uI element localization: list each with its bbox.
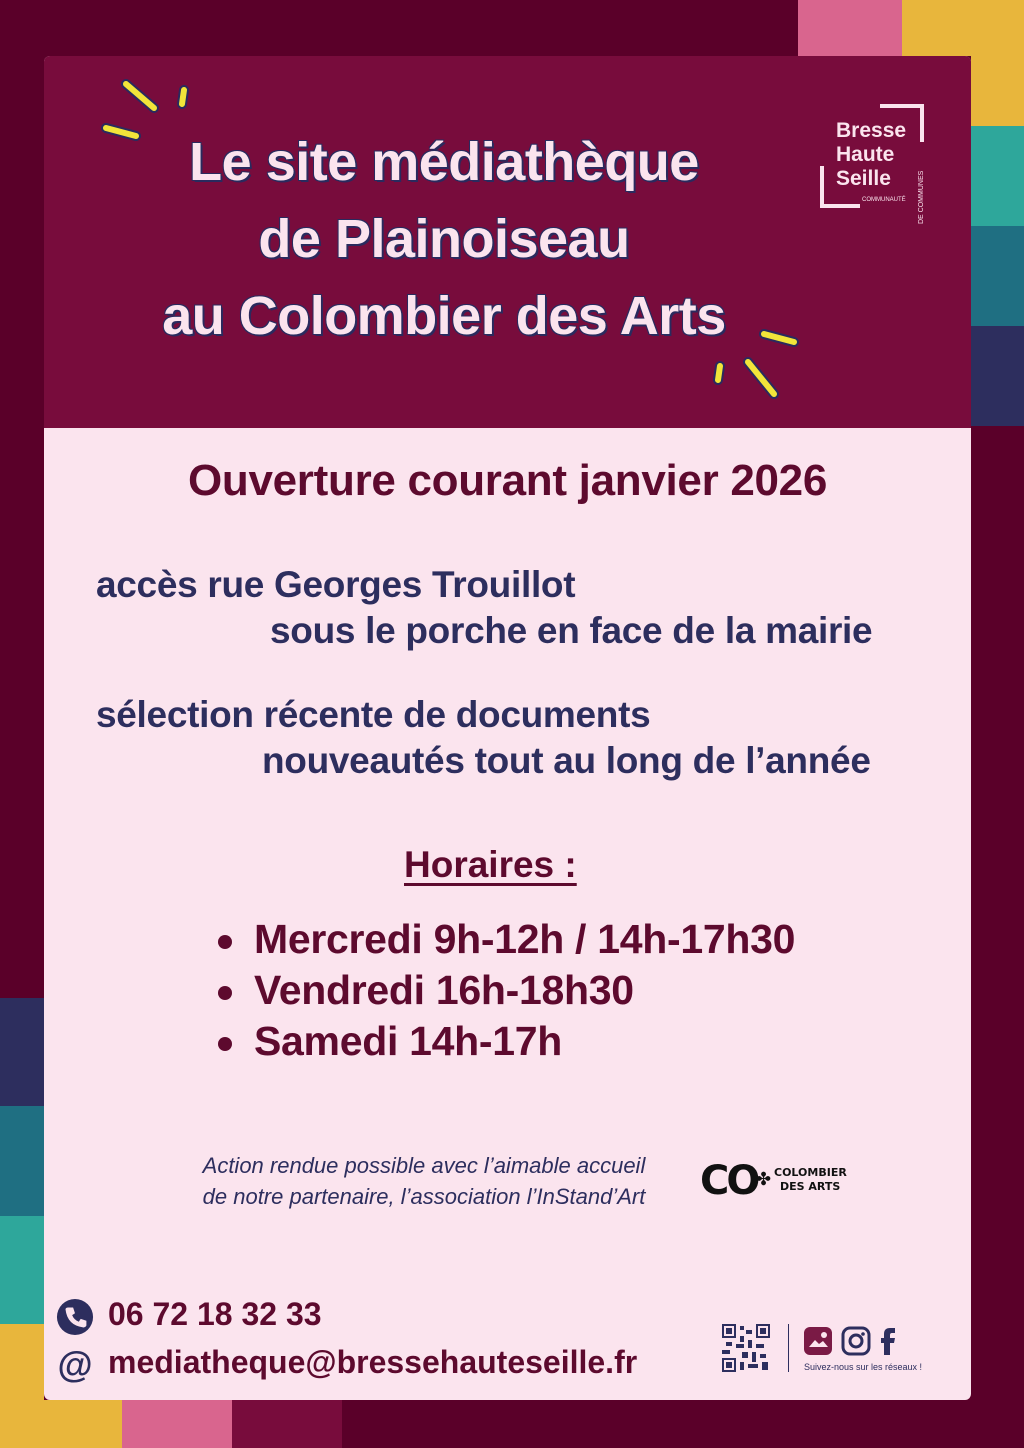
logo-name-line: COLOMBIER: [774, 1166, 847, 1179]
divider: [788, 1324, 789, 1372]
hours-item-text: Mercredi 9h-12h / 14h-17h30: [254, 916, 796, 962]
library-app-icon[interactable]: [802, 1325, 834, 1357]
at-icon: @: [57, 1343, 93, 1385]
access-line-1: accès rue Georges Trouillot: [96, 564, 576, 605]
access-line-2: sous le porche en face de la mairie: [270, 610, 873, 651]
hours-item: [212, 914, 795, 965]
title-line: de Plainoiseau: [258, 209, 630, 269]
hours-item: [212, 1016, 795, 1067]
hours-item: [212, 965, 795, 1016]
stripe-darkteal-left: [0, 1106, 44, 1216]
stripe-teal-left: [0, 1216, 44, 1324]
stripe-gold-bottom: [0, 1400, 122, 1448]
partner-credit: [164, 1150, 684, 1212]
email-address[interactable]: mediatheque@bressehauteseille.fr: [108, 1344, 638, 1380]
bullet-icon: [218, 935, 232, 949]
selection-line-1: sélection récente de documents: [96, 694, 651, 735]
hours-list: [212, 914, 795, 1067]
stripe-gold-top: [902, 0, 1024, 56]
stripe-pink-top: [798, 0, 902, 56]
header-banner: [44, 56, 971, 428]
partner-line: de notre partenaire, l’association l’InStand’Art: [202, 1184, 646, 1209]
poster-card: [44, 56, 971, 1400]
colombier-des-arts-logo: [700, 1158, 860, 1202]
opening-date: Ouverture courant janvier 2026: [187, 456, 828, 505]
stripe-navy-left: [0, 998, 44, 1106]
logo-word: Bresse: [836, 119, 907, 142]
logo-word: Haute: [836, 143, 895, 166]
bullet-icon: [218, 986, 232, 1000]
title-line: au Colombier des Arts: [162, 286, 726, 346]
facebook-icon[interactable]: [878, 1325, 898, 1357]
hours-item-text: Vendredi 16h-18h30: [254, 967, 634, 1013]
logo-name-line: DES ARTS: [780, 1180, 841, 1193]
stripe-darkteal-right: [971, 226, 1024, 326]
logo-mark: CO: [700, 1158, 758, 1204]
stripe-teal-right: [971, 126, 1024, 226]
phone-icon: [56, 1298, 94, 1336]
logo-word: Seille: [836, 167, 891, 190]
instagram-icon[interactable]: [840, 1325, 872, 1357]
logo-vertical-text: DE COMMUNES: [918, 170, 925, 224]
stripe-wine-bottom: [232, 1400, 342, 1448]
partner-line: Action rendue possible avec l’aimable accueil: [202, 1153, 646, 1178]
phone-contact[interactable]: [56, 1296, 322, 1336]
follow-us-text: Suivez-nous sur les réseaux !: [804, 1362, 923, 1372]
page-title: [84, 124, 804, 355]
phone-number[interactable]: 06 72 18 32 33: [108, 1296, 322, 1332]
stripe-gold-right: [971, 56, 1024, 126]
qr-code-icon[interactable]: [722, 1324, 770, 1372]
hours-title: Horaires :: [404, 844, 577, 885]
logo-subtext: COMMUNAUTÉ: [862, 197, 906, 203]
hours-item-text: Samedi 14h-17h: [254, 1018, 562, 1064]
logo-name: [774, 1166, 847, 1194]
email-contact[interactable]: [56, 1344, 637, 1384]
bresse-haute-seille-logo: [820, 104, 930, 224]
title-line: Le site médiathèque: [189, 132, 699, 192]
social-links: [722, 1322, 942, 1382]
clover-icon: ✤: [756, 1169, 772, 1189]
selection-line-2: nouveautés tout au long de l’année: [262, 740, 871, 781]
stripe-pink-bottom: [122, 1400, 232, 1448]
bullet-icon: [218, 1037, 232, 1051]
stripe-navy-right: [971, 326, 1024, 426]
